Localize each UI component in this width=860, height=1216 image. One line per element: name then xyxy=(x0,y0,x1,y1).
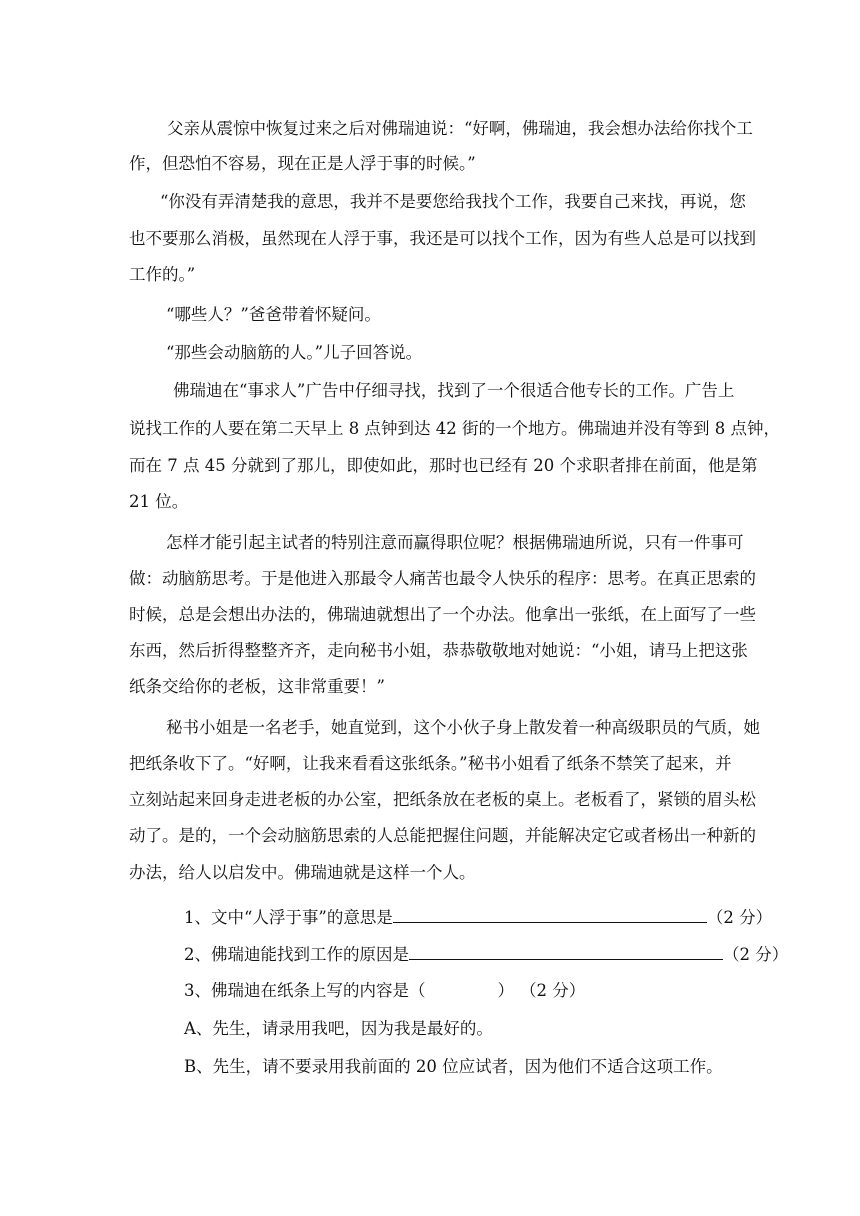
text-line: 做：动脑筋思考。于是他进入那最令人痛苦也最令人快乐的程序：思考。在真正思索的 xyxy=(129,569,756,588)
question-score: （2 分） xyxy=(723,945,789,964)
text-line: 工作的。” xyxy=(129,265,196,284)
text-line: 纸条交给你的老板，这非常重要！” xyxy=(129,677,385,696)
text-line: “那些会动脑筋的人。”儿子回答说。 xyxy=(166,343,423,362)
text-line: 父亲从震惊中恢复过来之后对佛瑞迪说：“好啊，佛瑞迪，我会想办法给你找个工 xyxy=(167,119,753,138)
text-line: 说找工作的人要在第二天早上 8 点钟到达 42 街的一个地方。佛瑞迪并没有等到 8 点钟， xyxy=(129,419,780,438)
text-line: 也不要那么消极，虽然现在人浮于事，我还是可以找个工作，因为有些人总是可以找到 xyxy=(129,229,756,248)
question-text: 3、佛瑞迪在纸条上写的内容是（ xyxy=(184,981,426,1000)
text-line: 把纸条收下了。“好啊，让我来看看这张纸条。”秘书小姐看了纸条不禁笑了起来，并 xyxy=(129,754,732,773)
answer-blank[interactable] xyxy=(393,905,707,923)
question-close: ） xyxy=(497,981,514,1000)
question-1 xyxy=(184,905,772,927)
text-line: 动了。是的，一个会动脑筋思索的人总能把握住问题，并能解决定它或者杨出一种新的 xyxy=(129,826,756,845)
text-line: 时候，总是会想出办法的，佛瑞迪就想出了一个办法。他拿出一张纸，在上面写了一些 xyxy=(129,605,756,624)
question-3 xyxy=(184,980,585,1002)
text-line: 立刻站起来回身走进老板的办公室，把纸条放在老板的桌上。老板看了，紧锁的眉头松 xyxy=(129,790,756,809)
text-line: 办法，给人以启发中。佛瑞迪就是这样一个人。 xyxy=(129,863,476,882)
option-a: A、先生，请录用我吧，因为我是最好的。 xyxy=(184,1019,493,1038)
question-score: （2 分） xyxy=(520,981,586,1000)
text-line: 作，但恐怕不容易，现在正是人浮于事的时候。” xyxy=(129,154,476,173)
text-line: 东西，然后折得整整齐齐，走向秘书小姐，恭恭敬敬地对她说：“小姐，请马上把这张 xyxy=(129,641,748,660)
option-b: B、先生，请不要录用我前面的 20 位应试者，因为他们不适合这项工作。 xyxy=(184,1057,723,1076)
text-line: “你没有弄清楚我的意思，我并不是要您给我找个工作，我要自己来找，再说，您 xyxy=(160,192,746,211)
question-text: 1、文中“人浮于事”的意思是 xyxy=(184,908,393,927)
text-line: 怎样才能引起主试者的特别注意而赢得职位呢？根据佛瑞迪所说，只有一件事可 xyxy=(166,533,744,552)
text-line: 21 位。 xyxy=(129,492,189,511)
text-line: 而在 7 点 45 分就到了那儿，即使如此，那时也已经有 20 个求职者排在前面，他是第 xyxy=(129,456,758,475)
question-score: （2 分） xyxy=(706,908,773,927)
text-line: “哪些人？”爸爸带着怀疑问。 xyxy=(166,305,381,324)
answer-blank[interactable] xyxy=(409,942,723,960)
text-line: 佛瑞迪在“事求人”广告中仔细寻找，找到了一个很适合他专长的工作。广告上 xyxy=(173,381,735,400)
text-line: 秘书小姐是一名老手，她直觉到，这个小伙子身上散发着一种高级职员的气质，她 xyxy=(166,718,760,737)
question-2 xyxy=(184,942,788,964)
question-text: 2、佛瑞迪能找到工作的原因是 xyxy=(184,945,409,964)
